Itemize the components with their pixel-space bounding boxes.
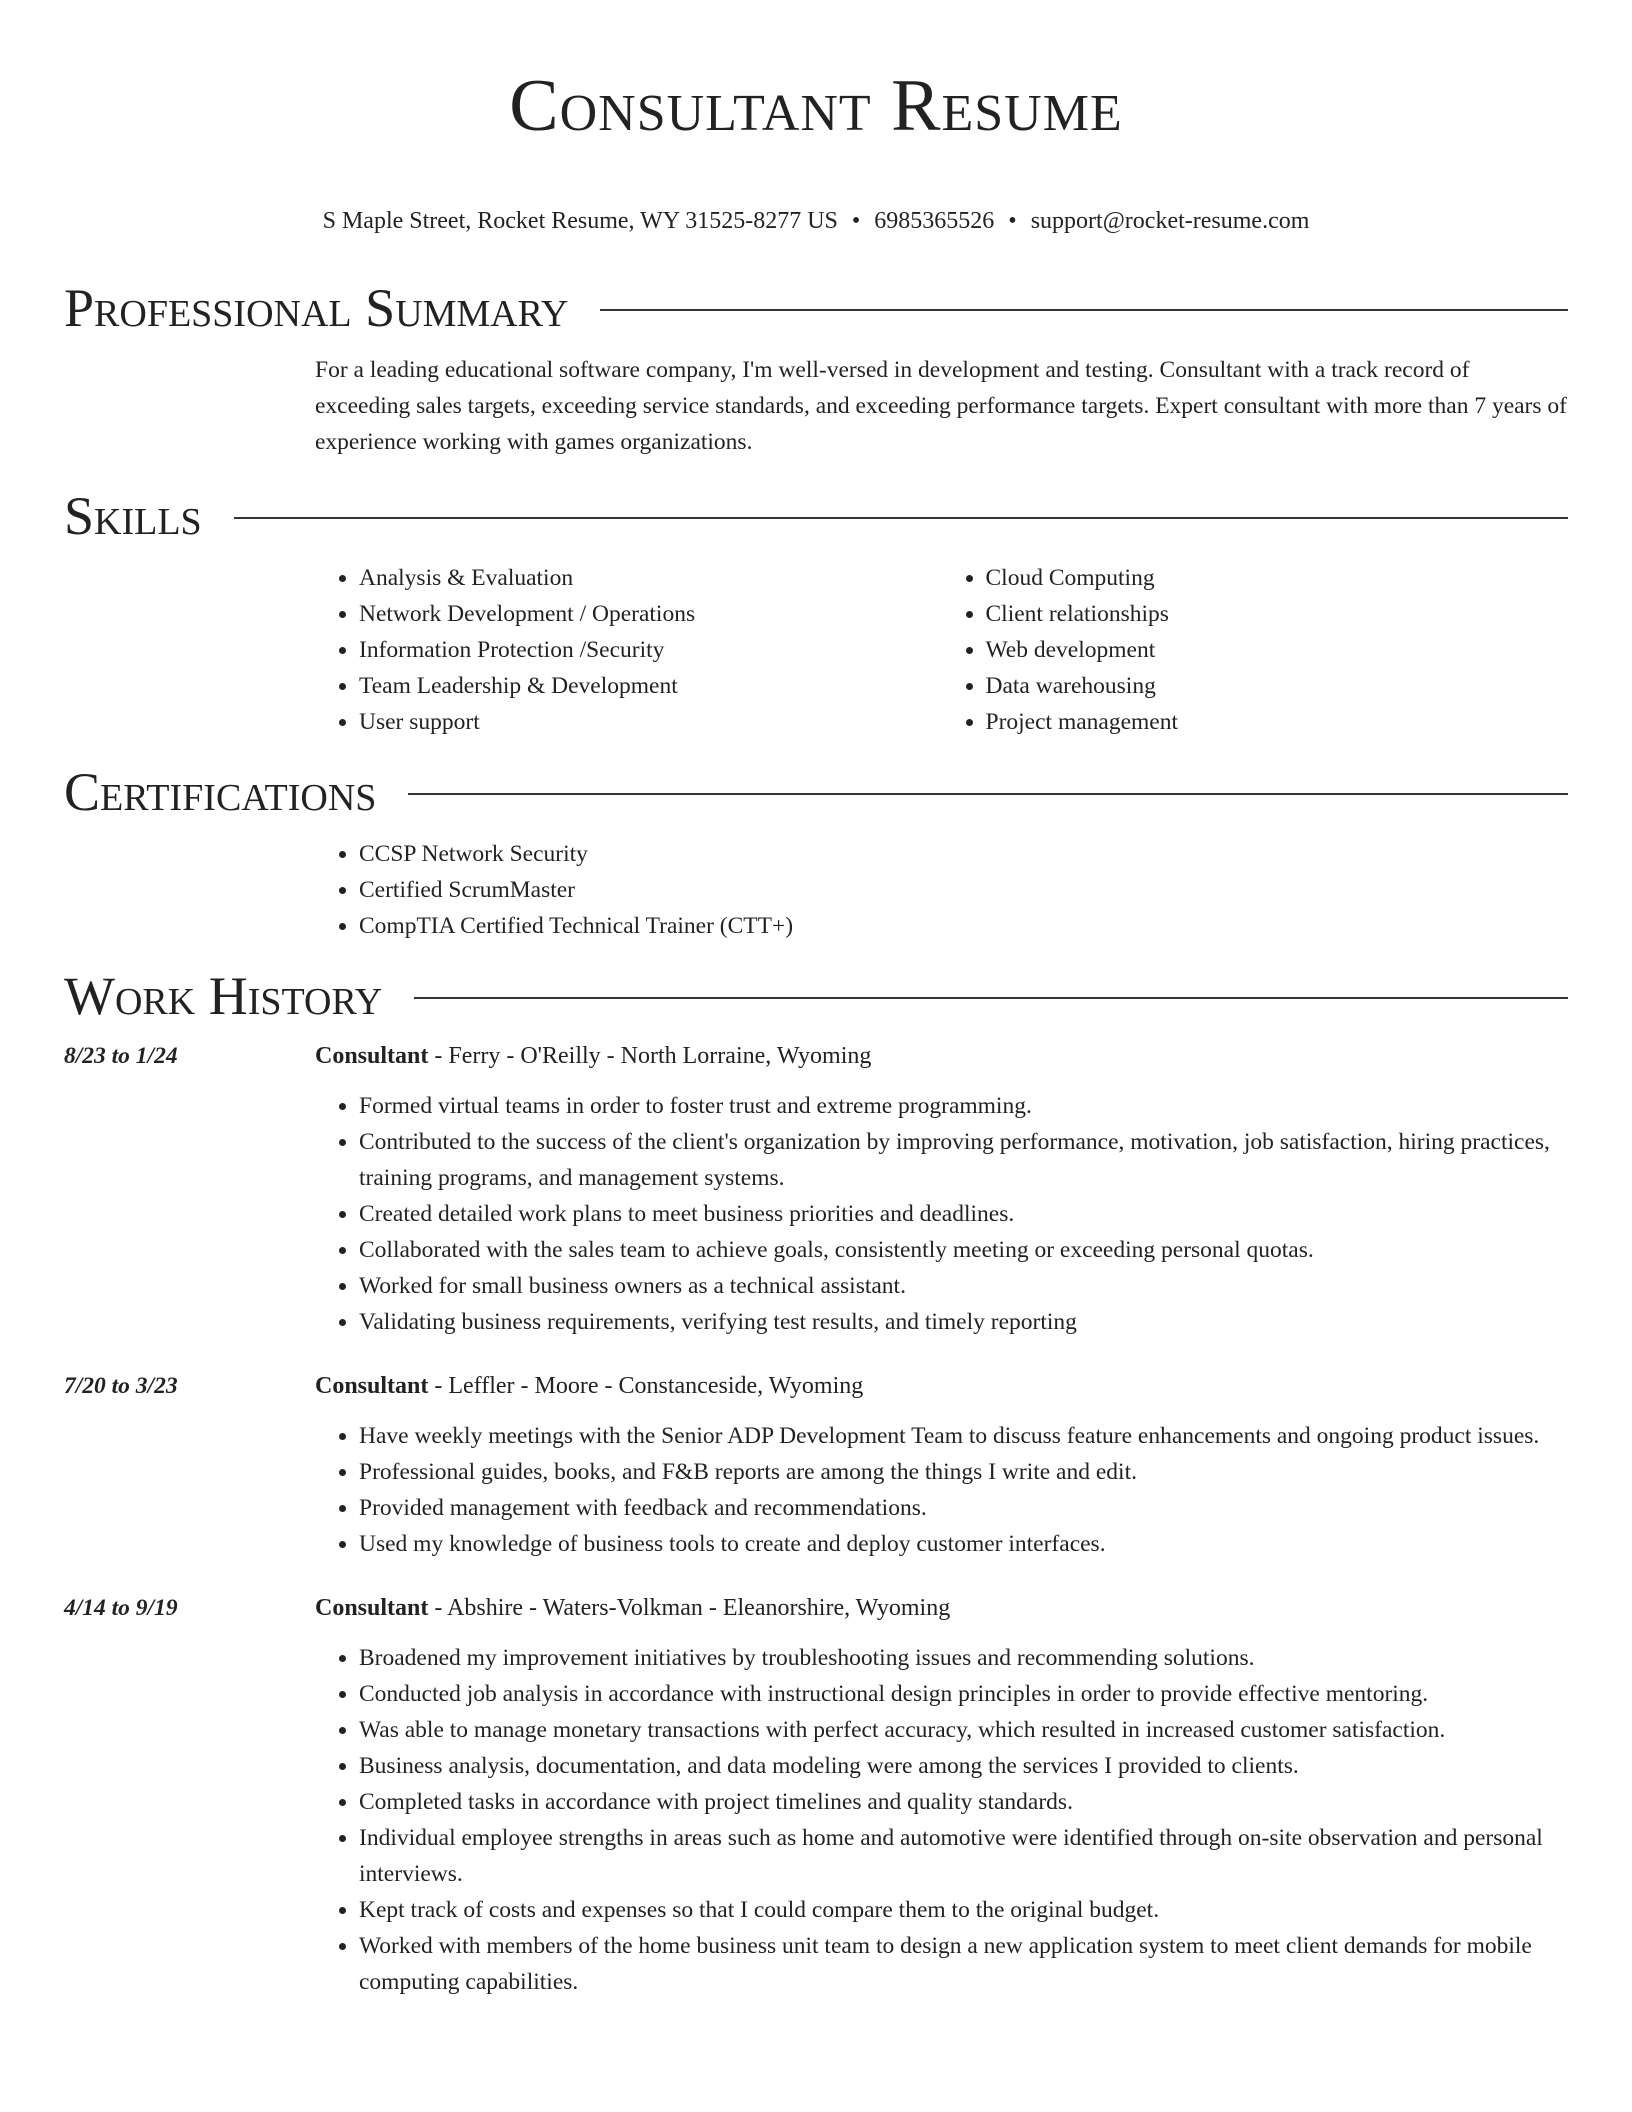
job-bullet: • Contributed to the success of the client's organization by improving performance, motivation, job satisfaction, hiring practices, training programs, and management systems.	[359, 1124, 1568, 1196]
skills-heading	[64, 486, 1568, 546]
job-content	[315, 1038, 1568, 1340]
job-dates: 4/14 to 9/19	[64, 1595, 178, 1621]
job-dates: 7/20 to 3/23	[64, 1373, 178, 1399]
job-role: Consultant	[315, 1595, 429, 1621]
contact-address: S Maple Street, Rocket Resume, WY 31525-8277 US	[322, 208, 838, 234]
contact-separator: •	[851, 208, 861, 234]
summary-text: For a leading educational software company, I'm well-versed in development and testing. Consultant with a track record of exceeding sales targets, exceeding service standards, and exceeding performance targets. Expert consultant with more than 7 years of experience working with games organizations.	[315, 357, 1567, 455]
section-divider	[408, 793, 1568, 795]
job-bullet: • Validating business requirements, verifying test results, and timely reporting	[359, 1304, 1568, 1340]
job-role: Consultant	[315, 1043, 429, 1069]
skill-item: • Cloud Computing	[986, 560, 1569, 596]
job-entry	[64, 1590, 1568, 2000]
job-entry	[64, 1038, 1568, 1340]
contact-phone: 6985365526	[874, 208, 995, 234]
job-content	[315, 1368, 1568, 1562]
summary-title: Professional Summary	[64, 278, 569, 338]
skill-item: • Information Protection /Security	[359, 632, 942, 668]
section-divider	[600, 309, 1568, 311]
job-details: - Ferry - O'Reilly - North Lorraine, Wyoming	[428, 1043, 872, 1069]
summary-body	[315, 352, 1568, 460]
job-bullet: • Business analysis, documentation, and data modeling were among the services I provided to clients.	[359, 1748, 1568, 1784]
job-bullet: • Have weekly meetings with the Senior ADP Development Team to discuss feature enhancements and ongoing product issues.	[359, 1418, 1568, 1454]
job-role: Consultant	[315, 1373, 429, 1399]
job-entry	[64, 1368, 1568, 1562]
skills-body	[315, 560, 1568, 740]
job-bullet: • Worked with members of the home business unit team to design a new application system to meet client demands for mobile computing capabilities.	[359, 1928, 1568, 2000]
job-title-line	[315, 1038, 1568, 1074]
work-history-section	[64, 966, 1568, 2000]
skill-item: • Web development	[986, 632, 1569, 668]
contact-line	[64, 206, 1568, 236]
certifications-list	[315, 836, 1568, 944]
job-bullet: • Was able to manage monetary transactions with perfect accuracy, which resulted in increased customer satisfaction.	[359, 1712, 1568, 1748]
job-content	[315, 1590, 1568, 2000]
summary-heading	[64, 278, 1568, 338]
section-divider	[414, 997, 1568, 999]
skill-item: • User support	[359, 704, 942, 740]
certifications-heading	[64, 762, 1568, 822]
certifications-body	[315, 836, 1568, 944]
summary-section	[64, 278, 1568, 460]
job-bullets	[315, 1640, 1568, 2000]
job-details: - Abshire - Waters-Volkman - Eleanorshire, Wyoming	[428, 1595, 951, 1621]
skill-item: • Client relationships	[986, 596, 1569, 632]
resume-title: Consultant Resume	[509, 65, 1123, 147]
job-bullet: • Kept track of costs and expenses so that I could compare them to the original budget.	[359, 1892, 1568, 1928]
certification-item: • CompTIA Certified Technical Trainer (CTT+)	[359, 908, 1568, 944]
skills-section	[64, 486, 1568, 740]
work-history-heading	[64, 966, 1568, 1026]
job-bullet: • Individual employee strengths in areas such as home and automotive were identified through on-site observation and personal interviews.	[359, 1820, 1568, 1892]
skill-item: • Network Development / Operations	[359, 596, 942, 632]
job-bullet: • Formed virtual teams in order to foster trust and extreme programming.	[359, 1088, 1568, 1124]
work-history-title: Work History	[64, 966, 383, 1026]
skills-title: Skills	[64, 486, 202, 546]
skills-list-left	[315, 560, 942, 740]
job-bullet: • Created detailed work plans to meet business priorities and deadlines.	[359, 1196, 1568, 1232]
certifications-section	[64, 762, 1568, 944]
job-title-line	[315, 1368, 1568, 1404]
certifications-title: Certifications	[64, 762, 377, 822]
job-bullet: • Provided management with feedback and recommendations.	[359, 1490, 1568, 1526]
certification-item: • Certified ScrumMaster	[359, 872, 1568, 908]
job-bullet: • Professional guides, books, and F&B reports are among the things I write and edit.	[359, 1454, 1568, 1490]
job-bullets	[315, 1418, 1568, 1562]
skills-columns	[315, 560, 1568, 740]
certification-item: • CCSP Network Security	[359, 836, 1568, 872]
job-bullet: • Completed tasks in accordance with project timelines and quality standards.	[359, 1784, 1568, 1820]
job-bullet: • Broadened my improvement initiatives by troubleshooting issues and recommending solutions.	[359, 1640, 1568, 1676]
job-bullets	[315, 1088, 1568, 1340]
section-divider	[234, 517, 1568, 519]
job-dates: 8/23 to 1/24	[64, 1043, 178, 1069]
contact-email: support@rocket-resume.com	[1030, 208, 1310, 234]
job-bullet: • Used my knowledge of business tools to create and deploy customer interfaces.	[359, 1526, 1568, 1562]
skills-list-right	[942, 560, 1569, 740]
skill-item: • Project management	[986, 704, 1569, 740]
job-bullet: • Collaborated with the sales team to achieve goals, consistently meeting or exceeding personal quotas.	[359, 1232, 1568, 1268]
job-title-line	[315, 1590, 1568, 1626]
job-details: - Leffler - Moore - Constanceside, Wyoming	[428, 1373, 864, 1399]
contact-separator: •	[1008, 208, 1017, 234]
skill-item: • Team Leadership & Development	[359, 668, 942, 704]
job-bullet: • Conducted job analysis in accordance with instructional design principles in order to provide effective mentoring.	[359, 1676, 1568, 1712]
skill-item: • Data warehousing	[986, 668, 1569, 704]
job-bullet: • Worked for small business owners as a technical assistant.	[359, 1268, 1568, 1304]
skill-item: • Analysis & Evaluation	[359, 560, 942, 596]
